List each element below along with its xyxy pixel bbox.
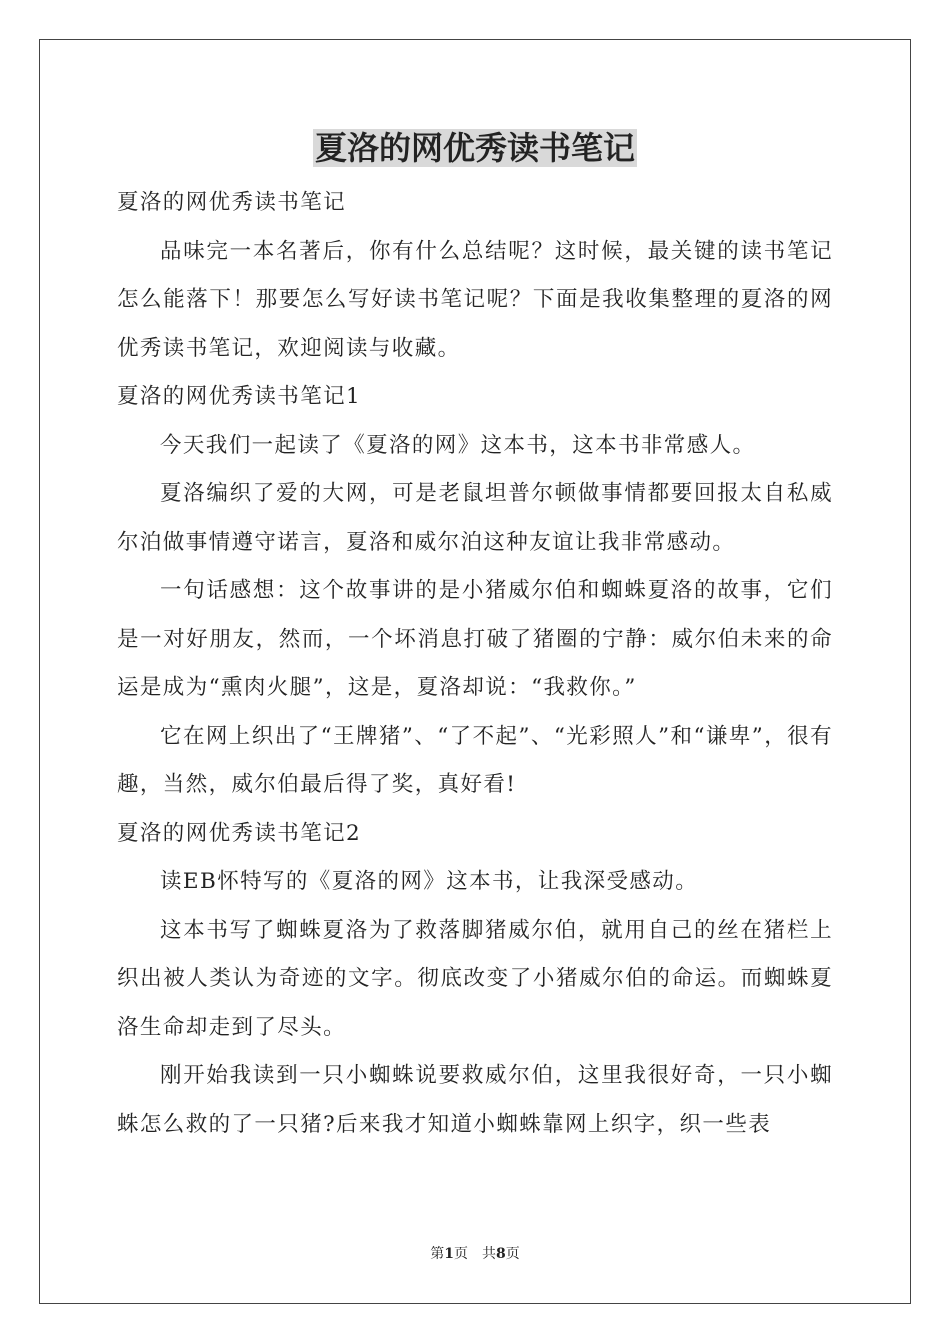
page-suffix: 页 (454, 1246, 468, 1262)
paragraph: 夏洛的网优秀读书笔记2 (117, 820, 362, 846)
total-pages-number: 8 (496, 1246, 506, 1262)
total-prefix: 共 (482, 1246, 496, 1262)
document-title (0, 126, 950, 170)
total-suffix: 页 (505, 1246, 520, 1262)
paragraph: 这本书写了蜘蛛夏洛为了救落脚猪威尔伯，就用自己的丝在猪栏上织出被人类认为奇迹的文字。彻底改变了小猪威尔伯的命运。而蜘蛛夏洛生命却走到了尽头。 (117, 917, 833, 1040)
page-footer (0, 1244, 950, 1264)
document-body (117, 179, 833, 1149)
paragraph: 夏洛的网优秀读书笔记1 (117, 384, 362, 409)
page-prefix: 第 (430, 1246, 445, 1262)
page-current-number: 1 (444, 1246, 454, 1262)
document-title-text: 夏洛的网优秀读书笔记 (314, 129, 635, 167)
paragraph: 读EB怀特写的《夏洛的网》这本书，让我深受感动。 (160, 869, 699, 894)
paragraph: 一句话感想：这个故事讲的是小猪威尔伯和蜘蛛夏洛的故事，它们是一对好朋友，然而，一个坏消息打破了猪圈的宁静：威尔伯未来的命运是成为“熏肉火腿”，这是，夏洛却说：“我救你。” (117, 578, 833, 700)
paragraph: 它在网上织出了“王牌猪”、“了不起”、“光彩照人”和“谦卑”，很有趣，当然，威尔伯最后得了奖，真好看! (117, 723, 833, 797)
paragraph: 夏洛的网优秀读书笔记 (117, 190, 347, 215)
paragraph: 夏洛编织了爱的大网，可是老鼠坦普尔顿做事情都要回报太自私威尔泊做事情遵守诺言，夏洛和威尔泊这种友谊让我非常感动。 (117, 481, 833, 555)
paragraph: 今天我们一起读了《夏洛的网》这本书，这本书非常感人。 (160, 432, 756, 458)
paragraph: 品味完一本名著后，你有什么总结呢？这时候，最关键的读书笔记怎么能落下！那要怎么写好读书笔记呢？下面是我收集整理的夏洛的网优秀读书笔记，欢迎阅读与收藏。 (117, 238, 833, 361)
paragraph: 刚开始我读到一只小蜘蛛说要救威尔伯，这里我很好奇，一只小蜘蛛怎么救的了一只猪?后来我才知道小蜘蛛靠网上织字，织一些表 (117, 1063, 833, 1137)
